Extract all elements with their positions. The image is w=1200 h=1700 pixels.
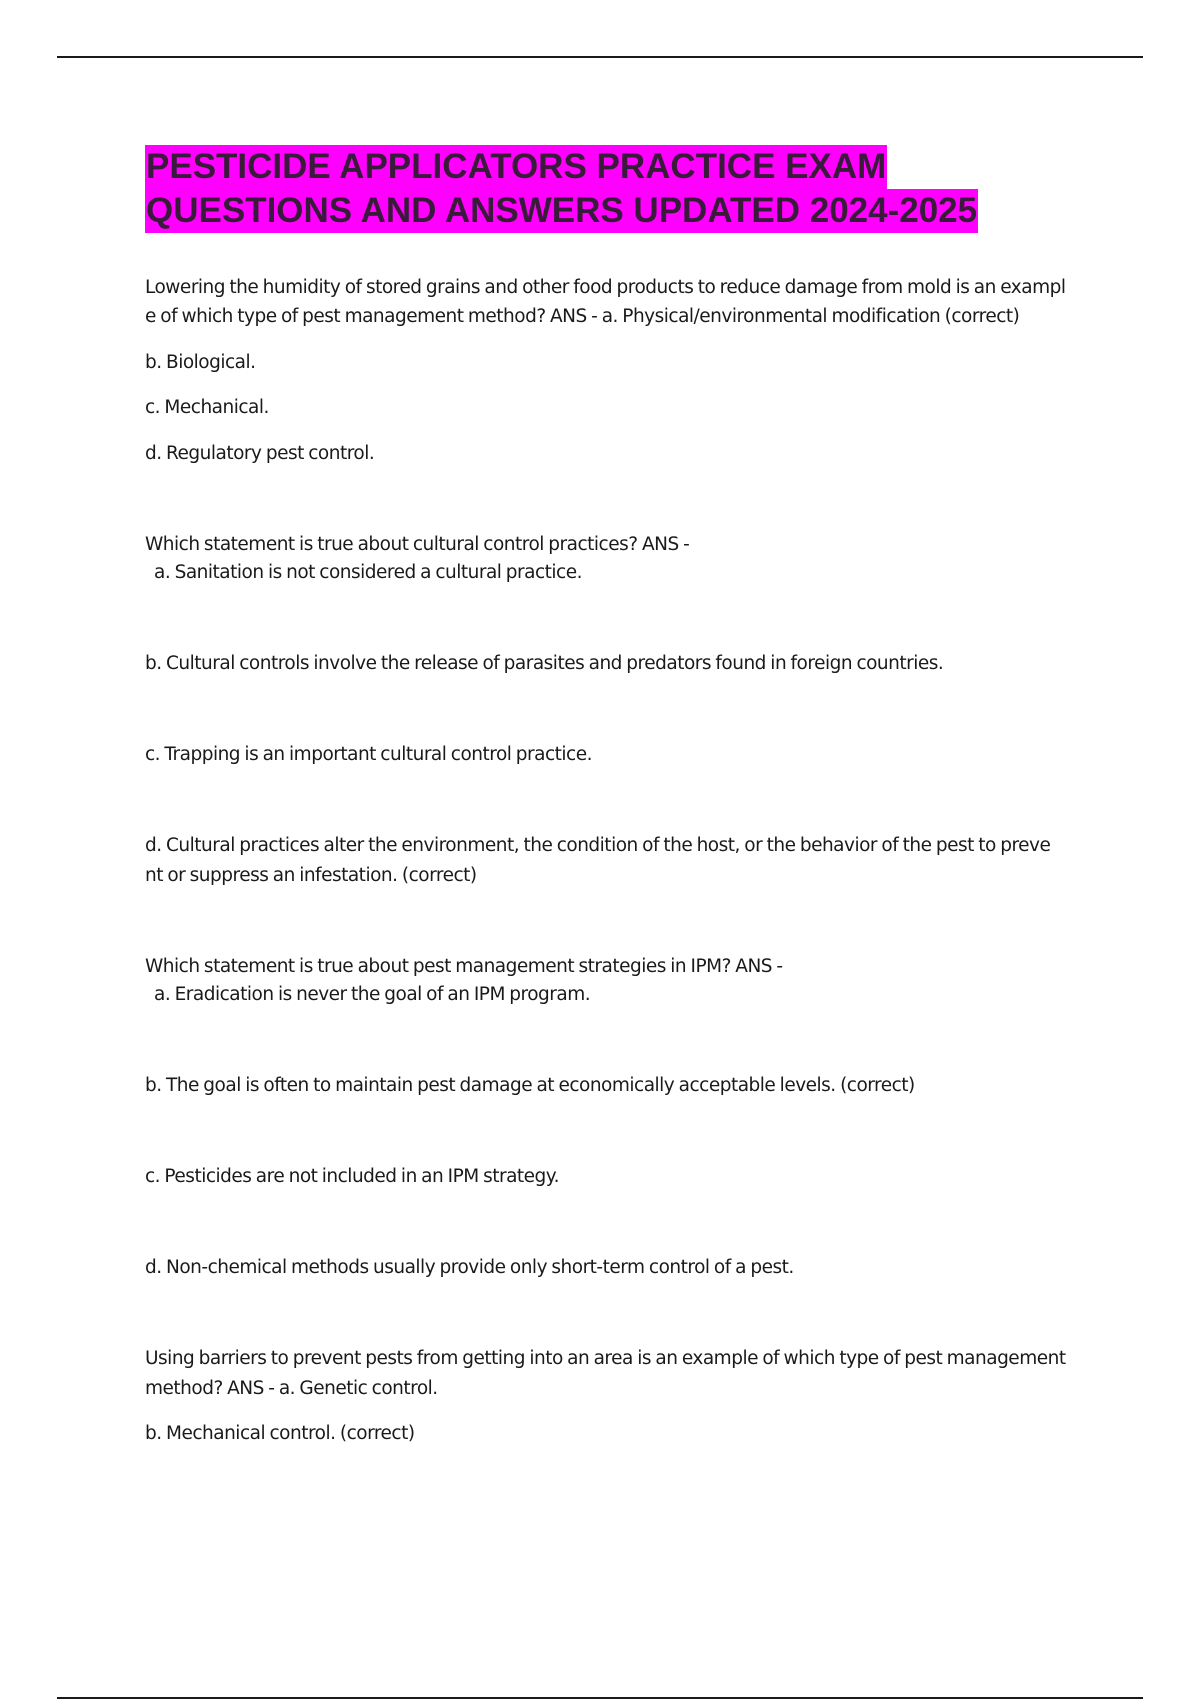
question-3-option-c: c. Pesticides are not included in an IPM strategy. <box>145 1166 559 1187</box>
question-3-stem: Which statement is true about pest management strategies in IPM? ANS - <box>145 956 783 977</box>
question-3-option-d: d. Non-chemical methods usually provide only short-term control of a pest. <box>145 1257 794 1278</box>
question-2-option-a: a. Sanitation is not considered a cultural practice. <box>154 562 582 583</box>
question-1-option-d: d. Regulatory pest control. <box>145 443 375 464</box>
question-2-option-c: c. Trapping is an important cultural control practice. <box>145 744 592 765</box>
question-4-option-b: b. Mechanical control. (correct) <box>145 1423 415 1444</box>
title-line-1: PESTICIDE APPLICATORS PRACTICE EXAM <box>145 145 887 189</box>
question-4-stem-line-2: method? ANS - a. Genetic control. <box>145 1378 438 1399</box>
top-rule <box>57 56 1143 58</box>
question-1-stem-line-2: e of which type of pest management method? ANS - a. Physical/environmental modification (correct) <box>145 306 1020 327</box>
question-3-option-b: b. The goal is often to maintain pest damage at economically acceptable levels. (correct) <box>145 1075 915 1096</box>
question-4-stem-line-1: Using barriers to prevent pests from getting into an area is an example of which type of pest management <box>145 1348 1066 1369</box>
question-1-option-b: b. Biological. <box>145 352 256 373</box>
question-3-option-a: a. Eradication is never the goal of an IPM program. <box>154 984 591 1005</box>
title-line-2: QUESTIONS AND ANSWERS UPDATED 2024-2025 <box>145 189 978 233</box>
question-1-option-c: c. Mechanical. <box>145 397 269 418</box>
question-2-option-d-line-1: d. Cultural practices alter the environment, the condition of the host, or the behavior of the pest to preve <box>145 835 1051 856</box>
question-2-stem: Which statement is true about cultural control practices? ANS - <box>145 534 690 555</box>
question-2-option-d-line-2: nt or suppress an infestation. (correct) <box>145 865 477 886</box>
question-2-option-b: b. Cultural controls involve the release of parasites and predators found in foreign countries. <box>145 653 944 674</box>
question-1-stem-line-1: Lowering the humidity of stored grains and other food products to reduce damage from mold is an exampl <box>145 277 1066 298</box>
bottom-rule <box>57 1697 1143 1699</box>
document-title <box>145 145 978 233</box>
